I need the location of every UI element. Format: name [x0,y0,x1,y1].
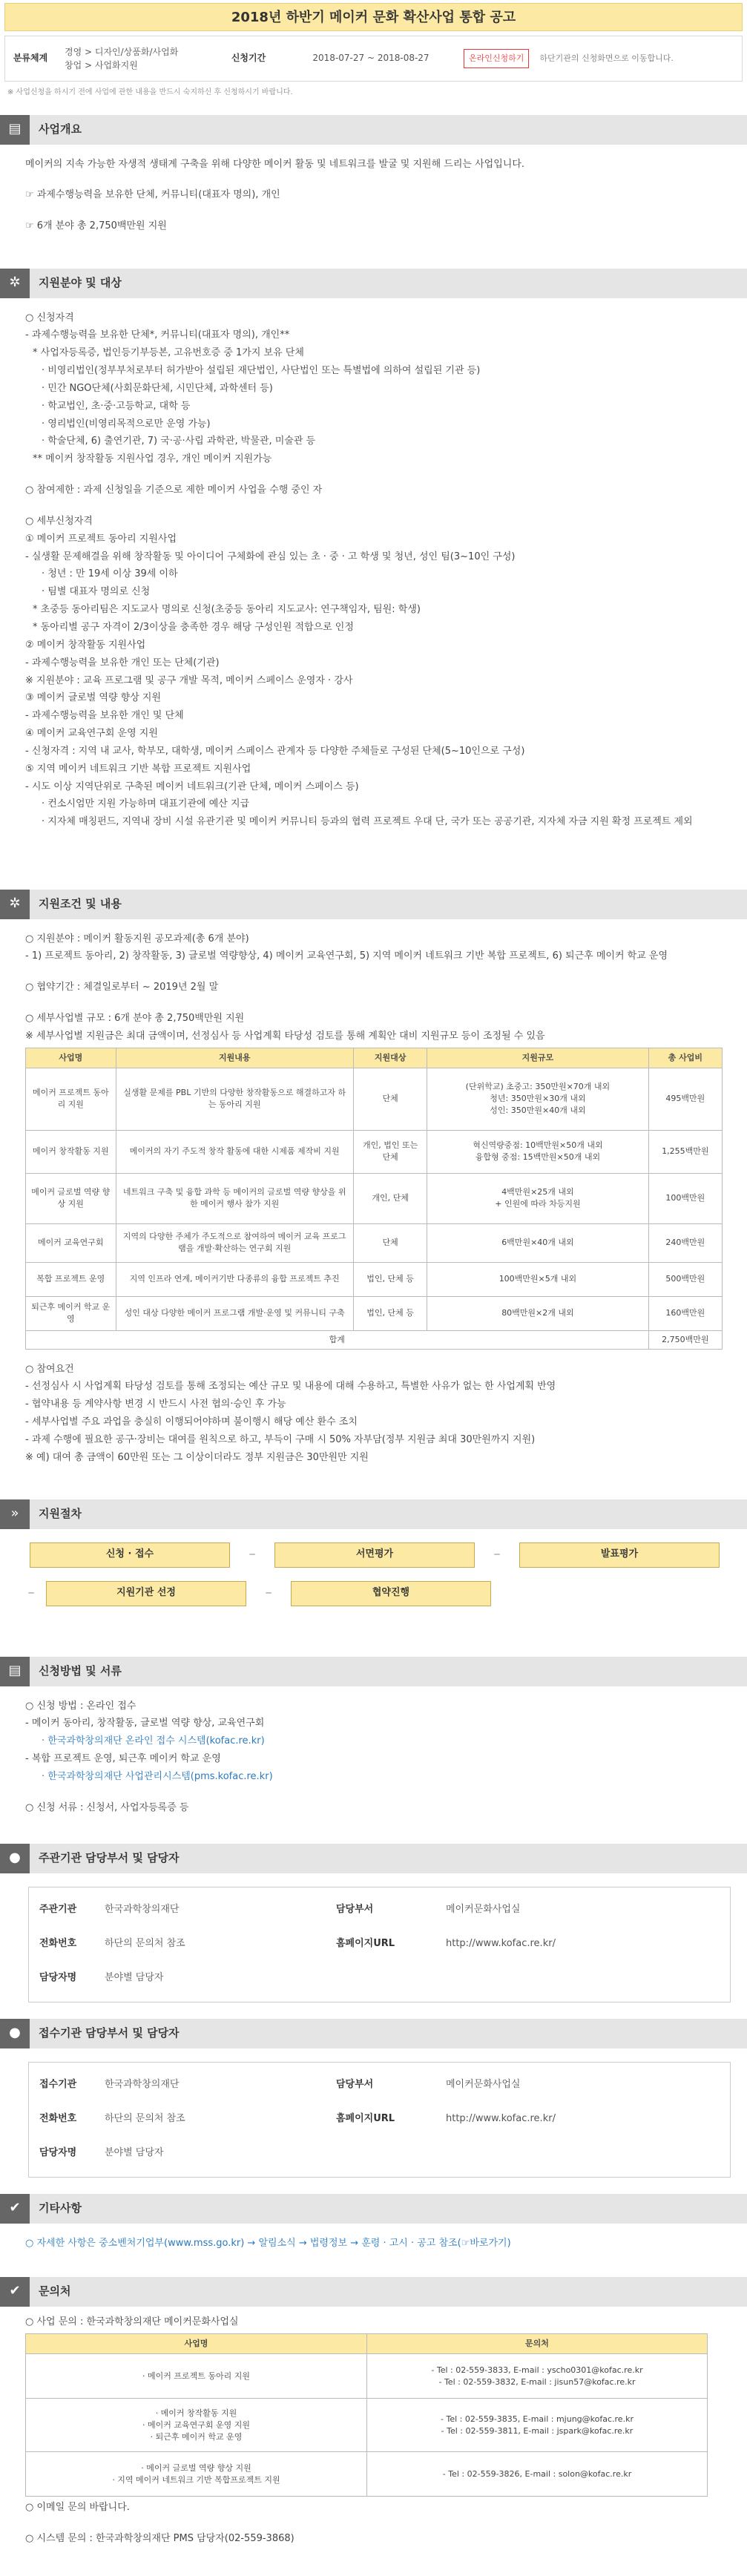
info-value: 메이커문화사업실 [446,2079,521,2091]
table-cell [26,2452,367,2497]
category-label: 분류체계 [13,53,48,64]
person-icon: ● [0,1844,30,1873]
list-item: ○ 세부신청자격 [25,515,93,527]
section-title: 사업개요 [39,122,82,136]
info-table [28,1887,731,2002]
list-item: - 세부사업별 주요 과업을 충실히 이행되어야하며 불이행시 해당 예산 환수 조치 [25,1416,358,1428]
arrow-icon: ─ [494,1548,500,1560]
table-cell: 1,255백만원 [648,1130,722,1173]
period-label: 신청기간 [231,53,266,64]
table-cell: 100백만원×5개 내외 [427,1262,648,1296]
section-header [0,2019,747,2048]
section-body [0,1686,747,1827]
info-key: 주관기관 [39,1904,77,1916]
category-values [56,45,211,72]
info-key: 담당자명 [39,1972,77,1984]
list-item: · 영리법인(비영리목적으로만 운영 가능) [42,418,211,430]
info-key: 홈페이지URL [336,1938,395,1950]
section-title: 지원조건 및 내용 [39,896,122,910]
section-title: 기타사항 [39,2201,82,2215]
info-value: 하단의 문의처 참조 [105,1938,185,1950]
table-cell: 메이커 프로젝트 동아리 지원 [26,1068,116,1130]
info-value: 한국과학창의재단 [105,1904,180,1916]
info-key: 담당부서 [336,1904,374,1916]
info-value: 메이커문화사업실 [446,1904,521,1916]
info-key: 담당부서 [336,2079,374,2091]
contact-line: - Tel : 02-559-3811, E-mail : jspark@kofac.re.kr [441,2425,634,2436]
reference-link[interactable]: ○ 자세한 사항은 중소벤처기업부(www.mss.go.kr) → 알림소식 → 법령정보 → 훈령 · 고시 · 공고 참조(☞바로가기) [25,2237,511,2249]
contact-line: - Tel : 02-559-3832, E-mail : jisun57@kofac.re.kr [438,2376,636,2387]
section-body [0,2224,747,2261]
list-item: * 동아리별 공구 자격이 2/3이상을 충족한 경우 해당 구성인원 적합으로 인정 [33,622,354,633]
table-header-row [26,1048,723,1068]
online-system-link[interactable]: · 한국과학창의재단 온라인 접수 시스템(kofac.re.kr) [42,1735,265,1747]
meta-bar [4,36,743,82]
list-item: ○ 세부사업별 규모 : 6개 분야 총 2,750백만원 지원 [25,1013,245,1025]
scale-line: (단위학교) 초중고: 350만원×70개 내외 [465,1082,611,1092]
flow-step: 지원기관 선정 [46,1581,246,1606]
table-row [26,2399,708,2452]
info-value: 분야별 담당자 [105,2147,164,2159]
table-cell: 메이커 교육연구회 [26,1223,116,1262]
homepage-link[interactable]: http://www.kofac.re.kr/ [446,1938,556,1950]
table-row [26,1173,723,1223]
table-header: 지원규모 [427,1048,648,1068]
info-row [29,1962,730,1996]
scale-line: 청년: 350만원×30개 내외 [490,1094,586,1104]
contact-line: - Tel : 02-559-3826, E-mail : solon@kofac.re.kr [442,2468,632,2479]
budget-table [25,1048,723,1350]
table-cell: 법인, 단체 등 [353,1296,427,1330]
info-value: 한국과학창의재단 [105,2079,180,2091]
list-item: - 협약내용 등 계약사항 변경 시 반드시 사전 협의·승인 후 가능 [25,1399,286,1410]
section-header [0,2194,747,2224]
table-cell: 단체 [353,1223,427,1262]
check-icon: ✔ [0,2194,30,2224]
table-cell: 네트워크 구축 및 융합 과학 등 메이커의 글로벌 역량 향상을 위한 메이커 행사 참가 지원 [116,1173,353,1223]
info-key: 전화번호 [39,2113,77,2125]
table-row [26,2452,708,2497]
info-table [28,2062,731,2178]
table-cell: 495백만원 [648,1068,722,1130]
document-icon: ▤ [0,115,30,145]
info-key: 전화번호 [39,1938,77,1950]
scale-line: 융합형 중점: 15백만원×50개 내외 [475,1152,601,1163]
program-name: · 메이커 글로벌 역량 향상 지원 [141,2462,251,2473]
table-cell: 지역 인프라 연계, 메이커기반 다종류의 융합 프로젝트 추진 [116,1262,353,1296]
list-item: - 과제수행능력을 보유한 개인 또는 단체(기관) [25,657,220,668]
list-item: - 메이커 동아리, 창작활동, 글로벌 역량 향상, 교육연구회 [25,1718,265,1729]
table-cell: 복합 프로젝트 운영 [26,1262,116,1296]
contact-line: - Tel : 02-559-3835, E-mail : mjung@kofac.re.kr [441,2414,634,2424]
list-item: - 1) 프로젝트 동아리, 2) 창작활동, 3) 글로벌 역량향상, 4) 메이커 교육연구회, 5) 지역 메이커 네트워크 기반 복합 프로젝트, 6) 퇴근후 메이커 학교 운영 [25,950,668,962]
table-cell: 개인, 법인 또는 단체 [353,1130,427,1173]
section-contact [0,2277,747,2546]
table-cell: 법인, 단체 등 [353,1262,427,1296]
list-item: ○ 신청 방법 : 온라인 접수 [25,1700,136,1712]
section-body [0,2307,747,2546]
table-header-row [26,2334,708,2354]
table-cell: 2,750백만원 [648,1330,722,1349]
list-item: · 팀별 대표자 명의로 신청 [42,586,151,598]
program-name: · 메이커 창작활동 지원 [155,2408,237,2418]
list-item: ○ 신청자격 [25,312,74,323]
section-overview [0,115,747,252]
list-item: · 민간 NGO단체(사회문화단체, 시민단체, 과학센터 등) [42,382,273,394]
scale-line: 4백만원×25개 내외 [501,1187,574,1197]
table-row [26,1296,723,1330]
list-item: · 청년 : 만 19세 이상 39세 이하 [42,568,178,580]
table-row [26,1068,723,1130]
list-item: ○ 참여제한 : 과제 신청일을 기준으로 제한 메이커 사업을 수행 중인 자 [25,484,323,496]
list-item: · 학술단체, 6) 출연기관, 7) 국·공·사립 과학관, 박물관, 미술관 등 [42,436,316,447]
gear-icon: ✲ [0,269,30,298]
table-cell [367,2399,708,2452]
flow-row [0,1529,747,1568]
flow-row [0,1568,747,1606]
category-line: 경영 > 디자인/상품화/사업화 [65,47,179,57]
person-icon: ● [0,2019,30,2048]
info-row [29,1928,730,1962]
list-item: ④ 메이커 교육연구회 운영 지원 [25,728,158,740]
table-cell: 160백만원 [648,1296,722,1330]
period-value: 2018-07-27 ~ 2018-08-27 [312,53,430,64]
list-item: ○ 협약기간 : 체결일로부터 ~ 2019년 2월 말 [25,982,219,993]
flow-step: 협약진행 [291,1581,491,1606]
table-cell: 500백만원 [648,1262,722,1296]
table-cell: 240백만원 [648,1223,722,1262]
arrow-icon: ─ [249,1548,255,1560]
info-row [29,2069,730,2103]
list-item: - 복합 프로젝트 운영, 퇴근후 메이커 학교 운영 [25,1753,221,1765]
document-icon: ▤ [0,1657,30,1686]
table-header: 사업명 [26,1048,116,1068]
info-key: 접수기관 [39,2079,77,2091]
table-cell [427,1068,648,1130]
table-cell [427,1173,648,1223]
scale-line: + 인원에 따라 차등지원 [495,1199,581,1209]
list-item: · 비영리법인(정부부처로부터 허가받아 설립된 재단법인, 사단법인 또는 특별법에 의하여 설립된 기관 등) [42,365,481,377]
section-header [0,1844,747,1873]
program-name: · 메이커 프로젝트 동아리 지원 [142,2370,250,2381]
table-cell: 80백만원×2개 내외 [427,1296,648,1330]
section-header [0,1657,747,1686]
table-cell: 메이커의 자기 주도적 창작 활동에 대한 시제품 제작비 지원 [116,1130,353,1173]
list-item: ※ 세부사업별 지원금은 최대 금액이며, 선정심사 등 사업계획 타당성 검토를 통해 계획안 대비 지원규모 등이 조정될 수 있음 [25,1030,545,1042]
table-cell: 퇴근후 메이커 학교 운영 [26,1296,116,1330]
section-title: 지원절차 [39,1506,82,1520]
table-cell [427,1130,648,1173]
flow-step: 서면평가 [274,1542,475,1568]
table-header: 총 사업비 [648,1048,722,1068]
system-note: ○ 시스템 문의 : 한국과학창의재단 PMS 담당자(02-559-3868) [25,2533,294,2545]
list-item: - 과제수행능력을 보유한 개인 및 단체 [25,710,184,722]
info-value: 분야별 담당자 [105,1972,164,1984]
scale-line: 성인: 350만원×40개 내외 [490,1105,586,1116]
table-header: 지원내용 [116,1048,353,1068]
arrow-icon: ─ [266,1587,272,1598]
list-item: ⑤ 지역 메이커 네트워크 기반 복합 프로젝트 지원사업 [25,763,251,775]
section-header [0,890,747,919]
email-note: ○ 이메일 문의 바랍니다. [25,2502,130,2514]
list-item: ○ 신청 서류 : 신청서, 사업자등록증 등 [25,1801,189,1813]
table-cell: 성인 대상 다양한 메이커 프로그램 개발·운영 및 커뮤니티 구축 [116,1296,353,1330]
procedure-flow [0,1529,747,1640]
table-cell: 단체 [353,1068,427,1130]
gear-icon: ✲ [0,890,30,919]
table-cell: 지역의 다양한 주체가 주도적으로 참여하여 메이커 교육 프로그램을 개발·확산하는 연구회 지원 [116,1223,353,1262]
list-item: * 초중등 동아리팀은 지도교사 명의로 신청(초중등 동아리 지도교사: 연구책임자, 팀원: 학생) [33,604,421,616]
table-header: 지원대상 [353,1048,427,1068]
section-method [0,1657,747,1827]
list-item: ** 메이커 창작활동 지원사업 경우, 개인 메이커 지원가능 [33,453,272,465]
list-item: ③ 메이커 글로벌 역량 향상 지원 [25,692,162,704]
info-row [29,2103,730,2137]
table-cell: 개인, 단체 [353,1173,427,1223]
list-item: ○ 지원분야 : 메이커 활동지원 공모과제(총 6개 분야) [25,933,249,944]
contact-line: - Tel : 02-559-3833, E-mail : yscho0301@kofac.re.kr [431,2365,643,2375]
table-row [26,1262,723,1296]
section-header [0,115,747,145]
section-body [0,298,747,873]
scale-line: 혁신역량중점: 10백만원×50개 내외 [473,1140,603,1151]
table-row [26,1130,723,1173]
homepage-link[interactable]: http://www.kofac.re.kr/ [446,2113,556,2125]
program-name: · 퇴근후 메이커 학교 운영 [150,2431,243,2442]
section-title: 문의처 [39,2284,71,2298]
table-cell: 메이커 창작활동 지원 [26,1130,116,1173]
fast-forward-icon: » [0,1499,30,1529]
table-cell: 합계 [26,1330,649,1349]
section-other [0,2194,747,2261]
flow-step: 신청 · 접수 [30,1542,230,1568]
info-key: 담당자명 [39,2147,77,2159]
list-item: ② 메이커 창작활동 지원사업 [25,639,146,651]
section-header [0,2277,747,2307]
apply-note: 하단기관의 신청화면으로 이동합니다. [539,53,674,64]
list-item: ① 메이커 프로젝트 동아리 지원사업 [25,533,177,545]
section-organizer [0,1844,747,2002]
section-title: 주관기관 담당부서 및 담당자 [39,1850,180,1864]
check-icon: ✔ [0,2277,30,2307]
section-header [0,1499,747,1529]
list-item: - 시도 이상 지역단위로 구축된 메이커 네트워크(기관 단체, 메이커 스페이스 등) [25,781,359,792]
overview-text: ☞ 과제수행능력을 보유한 단체, 커뮤니티(대표자 명의), 개인 [25,189,280,201]
section-procedure [0,1499,747,1640]
apply-online-button[interactable]: 온라인신청하기 [464,49,529,68]
section-title: 신청방법 및 서류 [39,1663,122,1678]
section-eligibility [0,269,747,873]
table-header: 사업명 [26,2334,367,2354]
program-name: · 지역 메이커 네트워크 기반 복합프로젝트 지원 [112,2474,280,2485]
table-cell: 메이커 글로벌 역량 향상 지원 [26,1173,116,1223]
table-cell [26,2399,367,2452]
section-body [0,919,747,1483]
table-sum-row [26,1330,723,1349]
list-item: ○ 참여요건 [25,1363,74,1375]
contact-intro: ○ 사업 문의 : 한국과학창의재단 메이커문화사업실 [25,2316,239,2327]
section-title: 지원분야 및 대상 [39,275,122,289]
section-receiver [0,2019,747,2178]
overview-text: ☞ 6개 분야 총 2,750백만원 지원 [25,220,167,232]
overview-text: 메이커의 지속 가능한 자생적 생태계 구축을 위해 다양한 메이커 활동 및 네트워크를 발굴 및 지원해 드리는 사업입니다. [25,158,525,170]
table-cell: 실생활 문제를 PBL 기반의 다양한 창작활동으로 해결하고자 하는 동아리 지원 [116,1068,353,1130]
program-name: · 메이커 교육연구회 운영 지원 [142,2419,250,2430]
section-title: 접수기관 담당부서 및 담당자 [39,2025,180,2040]
table-row [26,2354,708,2399]
table-cell [367,2354,708,2399]
flow-step: 발표평가 [519,1542,720,1568]
list-item: - 과제수행능력을 보유한 단체*, 커뮤니티(대표자 명의), 개인** [25,329,290,341]
list-item: - 선정심사 시 사업계획 타당성 검토를 통해 조정되는 예산 규모 및 내용에 대해 수용하고, 특별한 사유가 없는 한 사업계획 반영 [25,1381,556,1393]
list-item: - 과제 수행에 필요한 공구·장비는 대여를 원칙으로 하고, 부득이 구매 시 50% 자부담(정부 지원금 최대 30만원까지 지원) [25,1433,536,1445]
category-line: 창업 > 사업화지원 [65,60,138,70]
notice-text: ※ 사업신청을 하시기 전에 사업에 관한 내용을 반드시 숙지하신 후 신청하시기 바랍니다. [7,88,293,96]
section-conditions [0,890,747,1483]
table-cell [26,2354,367,2399]
list-item: - 신청자격 : 지역 내 교사, 학부모, 대학생, 메이커 스페이스 관계자 등 다양한 주체들로 구성된 단체(5~10인으로 구성) [25,745,525,757]
list-item: - 실생활 문제해결을 위해 창작활동 및 아이디어 구체화에 관심 있는 초 · 중 · 고 학생 및 청년, 성인 팀(3~10인 구성) [25,551,516,562]
list-item: · 컨소시엄만 지원 가능하며 대표기관에 예산 지급 [42,798,250,810]
section-body [0,145,747,252]
list-item: * 사업자등록증, 법인등기부등본, 고유번호증 중 1가지 보유 단체 [33,347,304,359]
info-value: 하단의 문의처 참조 [105,2113,185,2125]
contact-table [25,2333,708,2497]
info-row [29,2137,730,2171]
table-header: 문의처 [367,2334,708,2354]
list-item: · 지자체 매칭펀드, 지역내 장비 시설 유관기관 및 메이커 커뮤니티 등과의 협력 프로젝트 우대 단, 국가 또는 공공기관, 지자체 자금 지원 확정 프로젝트 제외 [42,816,693,828]
page-title: 2018년 하반기 메이커 문화 확산사업 통합 공고 [4,3,743,31]
table-row [26,1223,723,1262]
arrow-icon: ─ [28,1587,34,1598]
info-key: 홈페이지URL [336,2113,395,2125]
table-cell: 100백만원 [648,1173,722,1223]
pms-system-link[interactable]: · 한국과학창의재단 사업관리시스템(pms.kofac.re.kr) [42,1770,273,1782]
info-row [29,1893,730,1928]
table-cell [367,2452,708,2497]
list-item: ※ 지원분야 : 교육 프로그램 및 공구 개발 목적, 메이커 스페이스 운영자 · 강사 [25,674,353,686]
list-item: · 학교법인, 초·중·고등학교, 대학 등 [42,400,191,412]
section-header [0,269,747,298]
table-cell: 6백만원×40개 내외 [427,1223,648,1262]
list-item: ※ 예) 대여 총 금액이 60만원 또는 그 이상이더라도 정부 지원금은 30만원만 지원 [25,1451,369,1463]
